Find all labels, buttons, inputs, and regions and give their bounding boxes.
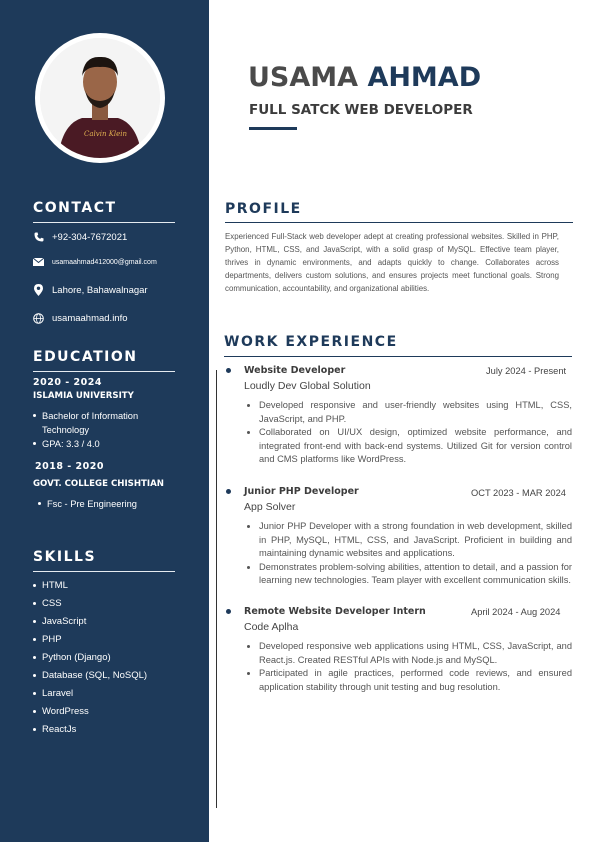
- contact-heading: CONTACT: [33, 200, 117, 216]
- website-link[interactable]: usamaahmad.info: [52, 312, 128, 324]
- skills-heading: SKILLS: [33, 549, 97, 565]
- job-date: April 2024 - Aug 2024: [471, 607, 561, 617]
- profile-photo-frame: [35, 33, 165, 163]
- timeline-dot: [226, 609, 231, 614]
- first-name: USAMA: [248, 62, 359, 93]
- job-title: Junior PHP Developer: [244, 486, 359, 497]
- job-role: FULL SATCK WEB DEVELOPER: [249, 102, 473, 118]
- person-avatar-icon: [40, 38, 160, 158]
- title-accent-line: [249, 127, 297, 130]
- job-entry: [226, 365, 572, 475]
- job-title: Website Developer: [244, 365, 346, 376]
- profile-photo: [40, 38, 160, 158]
- job-company: App Solver: [244, 501, 296, 513]
- job-company: Loudly Dev Global Solution: [244, 380, 371, 392]
- list-item: Bachelor of Information Technology: [33, 409, 163, 437]
- list-item: JavaScript: [33, 615, 147, 633]
- education-years: 2020 - 2024: [33, 377, 102, 388]
- profile-divider: [225, 222, 573, 223]
- list-item: Laravel: [33, 687, 147, 705]
- contact-location: [33, 282, 148, 298]
- education-details: [38, 497, 168, 511]
- phone-number[interactable]: +92-304-7672021: [52, 231, 128, 243]
- list-item: Demonstrates problem-solving abilities, attention to detail, and a passion for learning new technologies. Team player with excellent communication skills.: [259, 561, 572, 588]
- list-item: PHP: [33, 633, 147, 651]
- list-item: CSS: [33, 597, 147, 615]
- list-item: GPA: 3.3 / 4.0: [33, 437, 163, 451]
- phone-icon: [33, 232, 44, 243]
- list-item: Database (SQL, NoSQL): [33, 669, 147, 687]
- skills-divider: [33, 571, 175, 572]
- job-entry: [226, 606, 572, 716]
- skills-list: [33, 579, 147, 741]
- education-divider: [33, 371, 175, 372]
- contact-divider: [33, 222, 175, 223]
- job-bullets: [259, 399, 572, 467]
- list-item: Collaborated on UI/UX design, optimized website performance, and integrated front-end with back-end systems. Utilized Git for version control and CMS platforms like WordPress.: [259, 426, 572, 467]
- svg-text:Calvin Klein: Calvin Klein: [84, 130, 128, 138]
- timeline-dot: [226, 368, 231, 373]
- mail-icon: [33, 257, 44, 268]
- job-date: OCT 2023 - MAR 2024: [471, 488, 566, 498]
- contact-phone: [33, 229, 127, 245]
- list-item: Developed responsive web applications using HTML, CSS, JavaScript, and React.js. Created RESTful APIs with Node.js and MySQL.: [259, 640, 572, 667]
- education-details: [33, 409, 163, 451]
- sidebar: [0, 0, 209, 842]
- list-item: Python (Django): [33, 651, 147, 669]
- list-item: ReactJs: [33, 723, 147, 741]
- list-item: HTML: [33, 579, 147, 597]
- email-address[interactable]: usamaahmad412000@gmail.com: [52, 258, 157, 266]
- list-item: Participated in agile practices, performed code reviews, and ensured application stability through unit testing and bug resolution.: [259, 667, 572, 694]
- contact-website: [33, 310, 128, 326]
- contact-email: [33, 254, 157, 270]
- timeline-line: [216, 370, 217, 808]
- job-date: July 2024 - Present: [486, 366, 567, 376]
- job-title: Remote Website Developer Intern: [244, 606, 426, 617]
- job-company: Code Aplha: [244, 621, 299, 633]
- location-pin-icon: [33, 285, 44, 296]
- list-item: Junior PHP Developer with a strong foundation in web development, skilled in PHP, MySQL, HTML, CSS, and JavaScript. Proficient in building and maintaining dynamic websites and applications.: [259, 520, 572, 561]
- profile-summary: Experienced Full-Stack web developer adept at creating professional websites. Skilled in PHP, Python, HTML, CSS, and JavaScript, with a solid grasp of MySQL. Effective team player, thrives in dynamic environments, and adapts quickly to change. Collaborates across departments, delivers custom solutions, and ensures projects meet functional goals. Strong communication, accountability, and organizational abilities.: [225, 232, 559, 293]
- job-bullets: [259, 640, 572, 694]
- job-bullets: [259, 520, 572, 588]
- last-name: AHMAD: [367, 62, 482, 93]
- list-item: Developed responsive and user-friendly websites using HTML, CSS, JavaScript, and PHP.: [259, 399, 572, 426]
- experience-heading: WORK EXPERIENCE: [224, 334, 398, 350]
- location-text: Lahore, Bahawalnagar: [52, 284, 148, 296]
- job-entry: [226, 486, 572, 601]
- timeline-dot: [226, 489, 231, 494]
- education-school: GOVT. COLLEGE CHISHTIAN: [33, 479, 164, 489]
- list-item: Fsc - Pre Engineering: [38, 497, 168, 511]
- list-item: WordPress: [33, 705, 147, 723]
- experience-divider: [224, 356, 572, 357]
- profile-heading: PROFILE: [225, 201, 302, 217]
- full-name: [248, 62, 481, 93]
- education-heading: EDUCATION: [33, 349, 138, 365]
- globe-icon: [33, 313, 44, 324]
- education-school: ISLAMIA UNIVERSITY: [33, 391, 134, 401]
- education-years: 2018 - 2020: [35, 461, 104, 472]
